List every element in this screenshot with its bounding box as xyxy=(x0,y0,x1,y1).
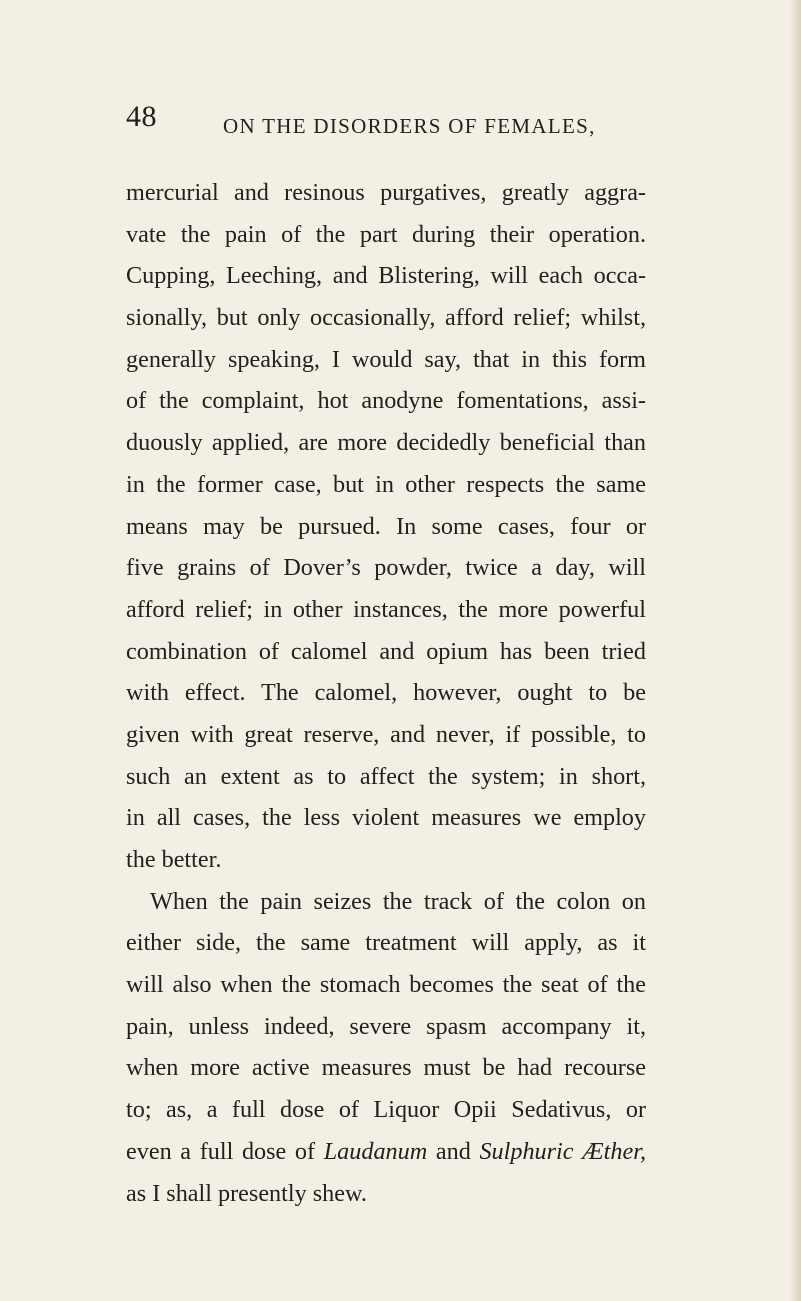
page-edge-shadow xyxy=(789,0,801,1301)
text-line: Cupping, Leeching, and Blistering, will each occa- xyxy=(126,262,646,290)
text-line: either side, the same treatment will apply, as it xyxy=(126,929,646,957)
text-line: of the complaint, hot anodyne fomentations, assi- xyxy=(126,387,646,415)
text-line: generally speaking, I would say, that in this form xyxy=(126,345,646,373)
text-line: pain, unless indeed, severe spasm accompany it, xyxy=(126,1012,646,1040)
text-line: afford relief; in other instances, the more powerful xyxy=(126,595,646,623)
text-line: when more active measures must be had recourse xyxy=(126,1054,646,1082)
italic-term: Sulphuric Æther, xyxy=(479,1137,646,1165)
running-head: ON THE DISORDERS OF FEMALES, xyxy=(223,114,596,138)
text-line: such an extent as to affect the system; in short, xyxy=(126,762,646,790)
text-line: combination of calomel and opium has been tried xyxy=(126,637,646,665)
page-number: 48 xyxy=(126,100,157,133)
text-line: When the pain seizes the track of the colon on xyxy=(150,887,646,915)
text-line: as I shall presently shew. xyxy=(126,1179,367,1207)
text-line: in the former case, but in other respects the same xyxy=(126,470,646,498)
page-header xyxy=(126,100,646,160)
text-line: means may be pursued. In some cases, four or xyxy=(126,512,646,540)
body-text xyxy=(126,172,646,1214)
text-line: five grains of Dover’s powder, twice a day, will xyxy=(126,554,646,582)
text-segment: even a full dose of xyxy=(126,1137,324,1165)
text-line: with effect. The calomel, however, ought to be xyxy=(126,679,646,707)
text-line: sionally, but only occasionally, afford relief; whilst, xyxy=(126,304,646,332)
text-line: to; as, a full dose of Liquor Opii Sedativus, or xyxy=(126,1096,646,1124)
text-line xyxy=(126,1131,646,1173)
text-line: given with great reserve, and never, if possible, to xyxy=(126,720,646,748)
text-segment: and xyxy=(427,1137,480,1165)
text-line: duously applied, are more decidedly beneficial than xyxy=(126,429,646,457)
text-line: in all cases, the less violent measures we employ xyxy=(126,804,646,832)
italic-term: Laudanum xyxy=(323,1137,428,1165)
text-line: will also when the stomach becomes the seat of the xyxy=(126,971,646,999)
text-line: vate the pain of the part during their operation. xyxy=(126,220,646,248)
text-line: mercurial and resinous purgatives, greatly aggra- xyxy=(126,179,646,206)
text-line: the better. xyxy=(126,846,222,873)
